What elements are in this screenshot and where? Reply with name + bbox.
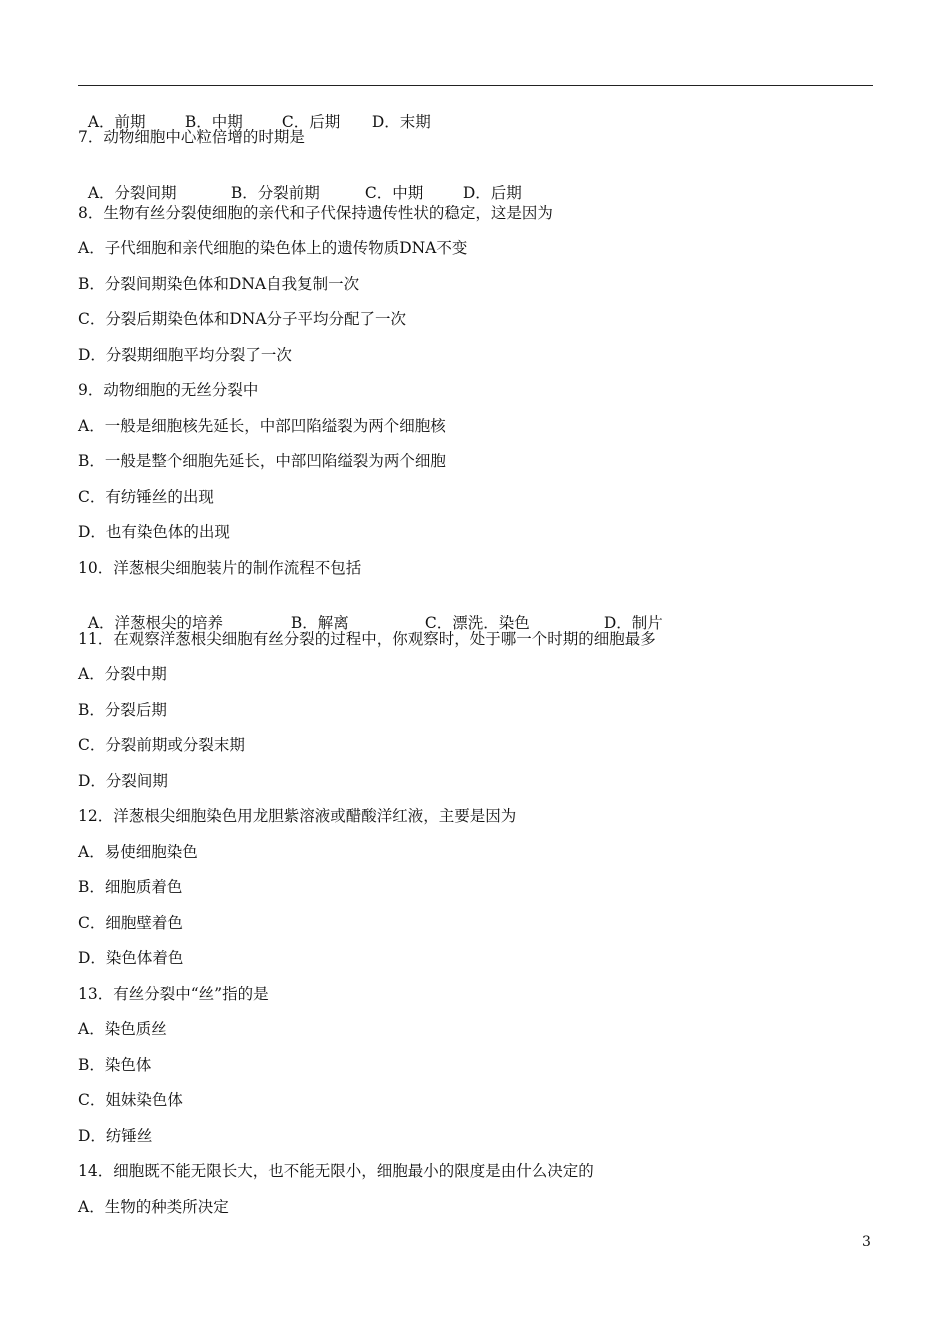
q7-option-d: D．后期 <box>462 184 522 202</box>
q8-option-a: A．子代细胞和亲代细胞的染色体上的遗传物质DNA不变 <box>78 239 468 257</box>
q7-option-b: B．分裂前期 <box>230 184 320 202</box>
q10-option-b: B．解离 <box>290 614 349 632</box>
q11-option-a: A．分裂中期 <box>78 665 167 683</box>
q12-option-a: A．易使细胞染色 <box>78 843 198 861</box>
q12-option-d: D．染色体着色 <box>78 949 184 967</box>
q6-option-b: B．中期 <box>184 113 243 131</box>
q8-option-d: D．分裂期细胞平均分裂了一次 <box>78 346 292 364</box>
q11-option-b: B．分裂后期 <box>78 701 167 719</box>
q12-option-b: B．细胞质着色 <box>78 878 183 896</box>
q9-option-a: A．一般是细胞核先延长，中部凹陷缢裂为两个细胞核 <box>78 417 446 435</box>
q9-option-b: B．一般是整个细胞先延长，中部凹陷缢裂为两个细胞 <box>78 452 446 470</box>
q6-option-d: D．末期 <box>371 113 431 131</box>
q13-stem: 13．有丝分裂中“丝”指的是 <box>78 985 269 1003</box>
q11-stem: 11．在观察洋葱根尖细胞有丝分裂的过程中，你观察时，处于哪一个时期的细胞最多 <box>78 630 656 648</box>
q13-option-b: B．染色体 <box>78 1056 152 1074</box>
q13-option-a: A．染色质丝 <box>78 1020 167 1038</box>
q8-option-b: B．分裂间期染色体和DNA自我复制一次 <box>78 275 360 293</box>
q7-options-row <box>78 163 522 203</box>
q10-option-a: A．洋葱根尖的培养 <box>87 614 224 632</box>
q13-option-d: D．纺锤丝 <box>78 1127 153 1145</box>
q12-option-c: C．细胞壁着色 <box>78 914 183 932</box>
q10-option-c: C．漂洗．染色 <box>424 614 530 632</box>
q11-option-d: D．分裂间期 <box>78 772 168 790</box>
q14-option-a: A．生物的种类所决定 <box>78 1198 229 1216</box>
q9-option-d: D．也有染色体的出现 <box>78 523 230 541</box>
q7-option-a: A．分裂间期 <box>87 184 177 202</box>
q8-stem: 8．生物有丝分裂使细胞的亲代和子代保持遗传性状的稳定，这是因为 <box>78 204 553 222</box>
q8-option-c: C．分裂后期染色体和DNA分子平均分配了一次 <box>78 310 407 328</box>
q12-stem: 12．洋葱根尖细胞染色用龙胆紫溶液或醋酸洋红液，主要是因为 <box>78 807 517 825</box>
q6-option-a: A．前期 <box>87 113 146 131</box>
q13-option-c: C．姐妹染色体 <box>78 1091 183 1109</box>
q9-stem: 9．动物细胞的无丝分裂中 <box>78 381 259 399</box>
q7-stem: 7．动物细胞中心粒倍增的时期是 <box>78 128 305 146</box>
q6-options-row <box>78 92 431 132</box>
q10-option-d: D．制片 <box>603 614 663 632</box>
q11-option-c: C．分裂前期或分裂末期 <box>78 736 245 754</box>
q10-options-row <box>78 593 663 633</box>
q6-option-c: C．后期 <box>281 113 341 131</box>
page-number: 3 <box>862 1234 871 1250</box>
q7-option-c: C．中期 <box>364 184 424 202</box>
q9-option-c: C．有纺锤丝的出现 <box>78 488 214 506</box>
header-rule <box>78 85 873 86</box>
q10-stem: 10．洋葱根尖细胞装片的制作流程不包括 <box>78 559 362 577</box>
q14-stem: 14．细胞既不能无限长大，也不能无限小，细胞最小的限度是由什么决定的 <box>78 1162 594 1180</box>
